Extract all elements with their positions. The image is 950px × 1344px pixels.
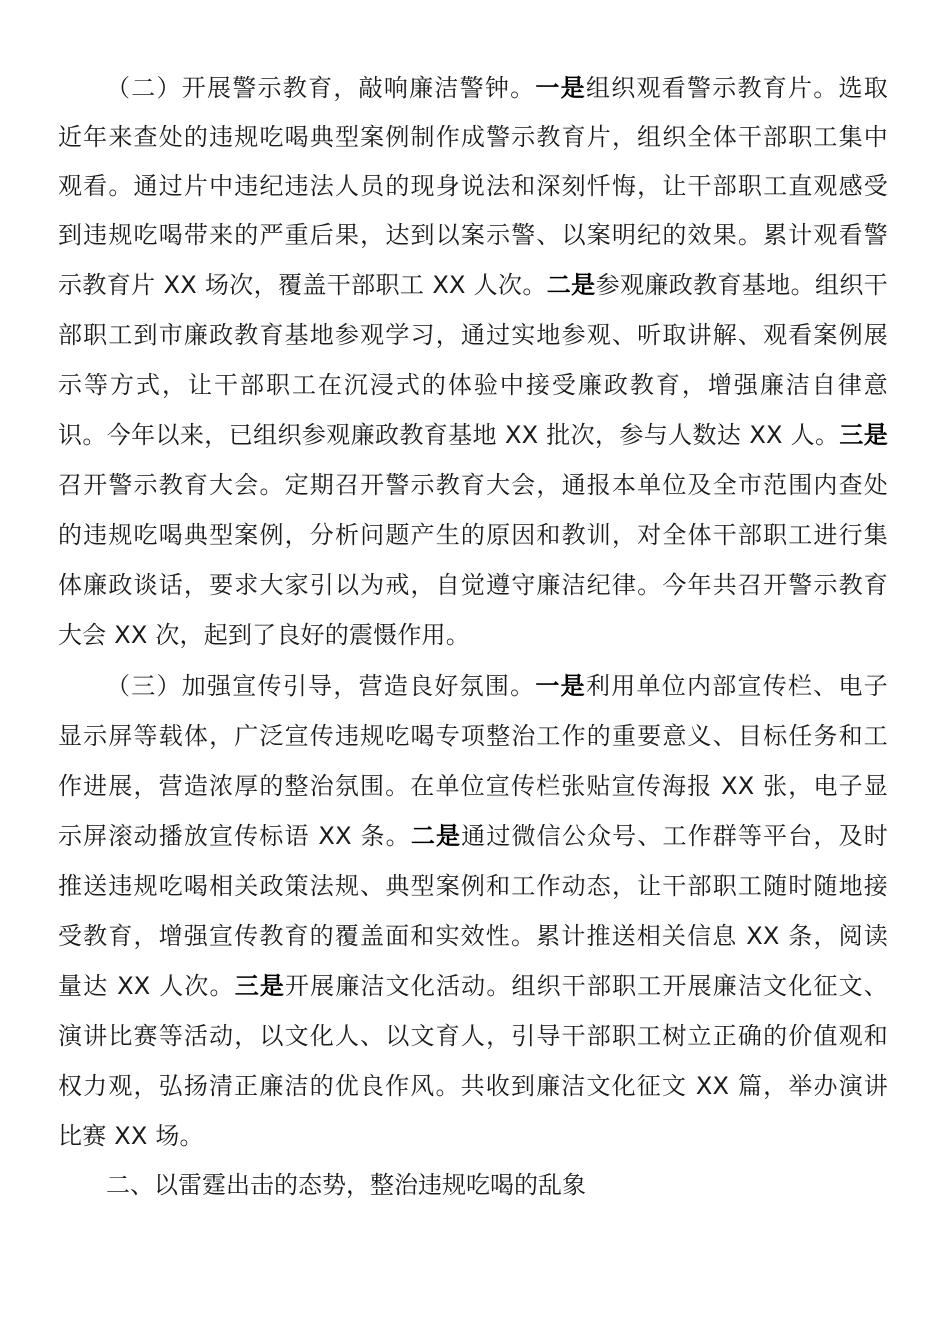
text-line: [58, 1061, 888, 1111]
text-run: 大会 XX 次，起到了良好的震慑作用。: [58, 621, 470, 649]
text-run: 作进展，营造浓厚的整治氛围。在单位宣传栏张贴宣传海报 XX 张，电子显: [58, 772, 888, 800]
text-run: 量达 XX 人次。: [58, 972, 235, 1000]
text-run: 的违规吃喝典型案例，分析问题产生的原因和教训，对全体干部职工进行集: [58, 521, 888, 549]
text-run: 受教育，增强宣传教育的覆盖面和实效性。累计推送相关信息 XX 条，阅读: [58, 922, 888, 950]
text-run: 召开警示教育大会。定期召开警示教育大会，通报本单位及全市范围内查处: [58, 471, 888, 499]
text-line: [58, 761, 888, 811]
text-run: 示屏滚动播放宣传标语 XX 条。: [58, 822, 411, 850]
text-line: [58, 711, 888, 761]
text-run: 显示屏等载体，广泛宣传违规吃喝专项整治工作的重要意义、目标任务和工: [58, 722, 888, 750]
text-line: [58, 911, 888, 961]
text-run: 示教育片 XX 场次，覆盖干部职工 XX 人次。: [58, 271, 547, 299]
text-line: [58, 112, 888, 162]
text-line: [58, 210, 888, 260]
bold-marker: 二是: [546, 271, 596, 299]
text-run: 演讲比赛等活动，以文化人、以文育人，引导干部职工树立正确的价值观和: [58, 1022, 888, 1050]
text-line: [58, 811, 888, 861]
text-line: [58, 460, 888, 510]
text-line: [58, 510, 888, 560]
text-run: 体廉政谈话，要求大家引以为戒，自觉遵守廉洁纪律。今年共召开警示教育: [58, 571, 888, 599]
text-run: 推送违规吃喝相关政策法规、典型案例和工作动态，让干部职工随时随地接: [58, 872, 888, 900]
bold-marker: 三是: [839, 421, 888, 449]
text-run: 部职工到市廉政教育基地参观学习，通过实地参观、听取讲解、观看案例展: [58, 321, 888, 349]
text-line: [58, 260, 888, 310]
bold-marker: 一是: [535, 74, 586, 102]
text-run: 示等方式，让干部职工在沉浸式的体验中接受廉政教育，增强廉洁自律意: [58, 371, 888, 399]
text-run: 观看。通过片中违纪违法人员的现身说法和深刻忏悔，让干部职工直观感受: [58, 172, 888, 200]
text-line: [58, 861, 888, 911]
text-line: [106, 63, 888, 113]
text-run: （三）加强宣传引导，营造良好氛围。: [106, 672, 536, 700]
text-line: [58, 310, 888, 360]
text-line: [58, 161, 888, 211]
text-run: 到违规吃喝带来的严重后果，达到以案示警、以案明纪的效果。累计观看警: [58, 221, 888, 249]
text-line: [58, 961, 888, 1011]
text-line: [58, 410, 888, 460]
text-run: （二）开展警示教育，敲响廉洁警钟。: [106, 74, 536, 102]
bold-marker: 三是: [234, 972, 286, 1000]
text-run: 权力观，弘扬清正廉洁的优良作风。共收到廉洁文化征文 XX 篇，举办演讲: [58, 1072, 888, 1100]
text-line: [58, 1011, 888, 1061]
text-run: 比赛 XX 场。: [58, 1122, 204, 1150]
text-line: [58, 1111, 888, 1161]
text-run: 识。今年以来，已组织参观廉政教育基地 XX 批次，参与人数达 XX 人。: [58, 421, 840, 449]
text-run: 近年来查处的违规吃喝典型案例制作成警示教育片，组织全体干部职工集中: [58, 123, 888, 151]
text-line: [58, 610, 888, 660]
bold-marker: 一是: [535, 672, 586, 700]
text-run: 开展廉洁文化活动。组织干部职工开展廉洁文化征文、: [285, 972, 888, 1000]
text-run: 组织观看警示教育片。选取: [585, 74, 889, 102]
bold-marker: 二是: [410, 822, 462, 850]
text-line: [58, 360, 888, 410]
text-run: 参观廉政教育基地。组织干: [595, 271, 888, 299]
text-line: [58, 560, 888, 610]
section-heading: 二、以雷霆出击的态势，整治违规吃喝的乱象: [106, 1171, 586, 1199]
text-run: 利用单位内部宣传栏、电子: [585, 672, 889, 700]
text-run: 通过微信公众号、工作群等平台，及时: [461, 822, 888, 850]
text-line: [106, 661, 888, 711]
